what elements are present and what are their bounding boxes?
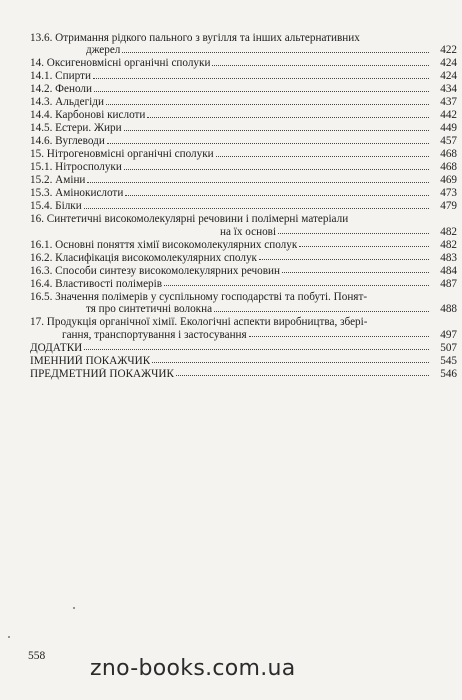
- toc-entry-title: 14.6. Вуглеводи: [30, 135, 105, 148]
- toc-entry: [30, 265, 457, 277]
- dot-leader: [278, 232, 429, 234]
- paper-speck: [8, 636, 10, 638]
- dot-leader: [176, 374, 429, 376]
- toc-entry: [30, 252, 457, 264]
- toc-entry-title: 16. Синтетичні високомолекулярні речовини і полімерні матеріали: [30, 213, 349, 226]
- toc-entry-page: 488: [440, 303, 457, 316]
- dot-leader: [152, 361, 429, 363]
- toc-entry-page: 482: [440, 225, 457, 238]
- toc-entry: [30, 342, 457, 354]
- table-of-contents: [30, 32, 457, 381]
- toc-entry-title-continued: тя про синтетичні волокна: [86, 303, 213, 316]
- paper-speck: [73, 607, 75, 609]
- toc-entry-page: 545: [440, 354, 457, 367]
- dot-leader: [94, 90, 429, 92]
- toc-entry: [30, 187, 457, 199]
- dot-leader: [125, 194, 429, 196]
- toc-entry: [30, 355, 457, 367]
- toc-entry-title: ПРЕДМЕТНИЙ ПОКАЖЧИК: [30, 367, 174, 380]
- toc-entry-title-continued: на їх основі: [220, 225, 277, 238]
- toc-entry-page: 437: [440, 96, 457, 109]
- toc-entry-page: 484: [440, 264, 457, 277]
- toc-entry-title: 16.3. Способи синтезу високомолекулярних речовин: [30, 264, 281, 277]
- toc-entry-title: 14.5. Естери. Жири: [30, 122, 122, 135]
- toc-entry-title: 14.1. Спирти: [30, 70, 91, 83]
- toc-entry: [30, 278, 457, 290]
- toc-entry-title: 15.2. Аміни: [30, 174, 86, 187]
- dot-leader: [282, 271, 429, 273]
- toc-entry: [30, 96, 457, 108]
- dot-leader: [84, 348, 429, 350]
- dot-leader: [87, 181, 429, 183]
- toc-entry-page: 487: [440, 277, 457, 290]
- toc-entry-title: ДОДАТКИ: [30, 341, 83, 354]
- toc-entry-title: 14. Оксигеновмісні органічні сполуки: [30, 57, 211, 70]
- toc-entry-page: 483: [440, 251, 457, 264]
- dot-leader: [299, 245, 429, 247]
- toc-entry: [30, 57, 457, 69]
- toc-entry: [30, 122, 457, 134]
- dot-leader: [164, 284, 429, 286]
- toc-entry-title-continued: гання, транспортування і застосування: [62, 328, 247, 341]
- toc-entry-page: 442: [440, 109, 457, 122]
- toc-entry-title: 14.2. Феноли: [30, 83, 92, 96]
- toc-entry-title: 14.4. Карбонові кислоти: [30, 109, 146, 122]
- toc-entry-page: 482: [440, 238, 457, 251]
- dot-leader: [84, 207, 429, 209]
- toc-entry: [30, 368, 457, 380]
- dot-leader: [124, 168, 429, 170]
- toc-entry-title: 16.5. Значення полімерів у суспільному господарстві та побуті. Понят-: [30, 290, 368, 303]
- toc-entry: [30, 239, 457, 251]
- dot-leader: [249, 335, 429, 337]
- dot-leader: [259, 258, 429, 260]
- dot-leader: [124, 129, 429, 131]
- toc-entry-title: 16.2. Класифікація високомолекулярних сполук: [30, 251, 257, 264]
- toc-entry-page: 507: [440, 341, 457, 354]
- toc-entry: [30, 161, 457, 173]
- toc-entry-page: 449: [440, 122, 457, 135]
- toc-entry: [30, 109, 457, 121]
- toc-entry-title: 14.3. Альдегіди: [30, 96, 104, 109]
- dot-leader: [106, 103, 429, 105]
- toc-entry: [30, 32, 457, 57]
- toc-entry: [30, 291, 457, 316]
- dot-leader: [107, 142, 429, 144]
- toc-entry-page: 469: [440, 174, 457, 187]
- toc-entry-page: 546: [440, 367, 457, 380]
- dot-leader: [216, 155, 429, 157]
- toc-entry-page: 497: [440, 328, 457, 341]
- watermark-text: zno-books.com.ua: [90, 656, 296, 681]
- toc-entry-title-continued: джерел: [86, 44, 121, 57]
- toc-entry: [30, 174, 457, 186]
- toc-entry: [30, 316, 457, 341]
- dot-leader: [93, 77, 429, 79]
- toc-entry-title: 16.1. Основні поняття хімії високомолекулярних сполук: [30, 238, 298, 251]
- toc-entry-title: 13.6. Отримання рідкого пального з вугілля та інших альтернативних: [30, 32, 360, 44]
- toc-entry-title: 16.4. Властивості полімерів: [30, 277, 163, 290]
- toc-entry-page: 457: [440, 135, 457, 148]
- dot-leader: [214, 310, 429, 312]
- toc-entry-page: 468: [440, 148, 457, 161]
- toc-entry-page: 424: [440, 57, 457, 70]
- dot-leader: [122, 51, 429, 53]
- dot-leader: [147, 116, 429, 118]
- toc-entry-title: 15.4. Білки: [30, 200, 82, 213]
- toc-entry-page: 434: [440, 83, 457, 96]
- toc-entry: [30, 70, 457, 82]
- toc-entry-page: 468: [440, 161, 457, 174]
- toc-entry-page: 424: [440, 70, 457, 83]
- page-number: 558: [28, 650, 46, 662]
- toc-entry: [30, 135, 457, 147]
- toc-entry-page: 422: [440, 44, 457, 57]
- toc-entry-title: 15.3. Амінокислоти: [30, 187, 124, 200]
- toc-entry: [30, 83, 457, 95]
- toc-entry-page: 479: [440, 200, 457, 213]
- toc-entry: [30, 213, 457, 238]
- toc-entry-page: 473: [440, 187, 457, 200]
- toc-entry-title: 17. Продукція органічної хімії. Екологічні аспекти виробництва, збері-: [30, 316, 368, 329]
- toc-entry-title: 15.1. Нітросполуки: [30, 161, 122, 174]
- toc-entry: [30, 148, 457, 160]
- dot-leader: [212, 64, 429, 66]
- toc-entry: [30, 200, 457, 212]
- toc-entry-title: 15. Нітрогеновмісні органічні сполуки: [30, 148, 214, 161]
- toc-entry-title: ІМЕННИЙ ПОКАЖЧИК: [30, 354, 151, 367]
